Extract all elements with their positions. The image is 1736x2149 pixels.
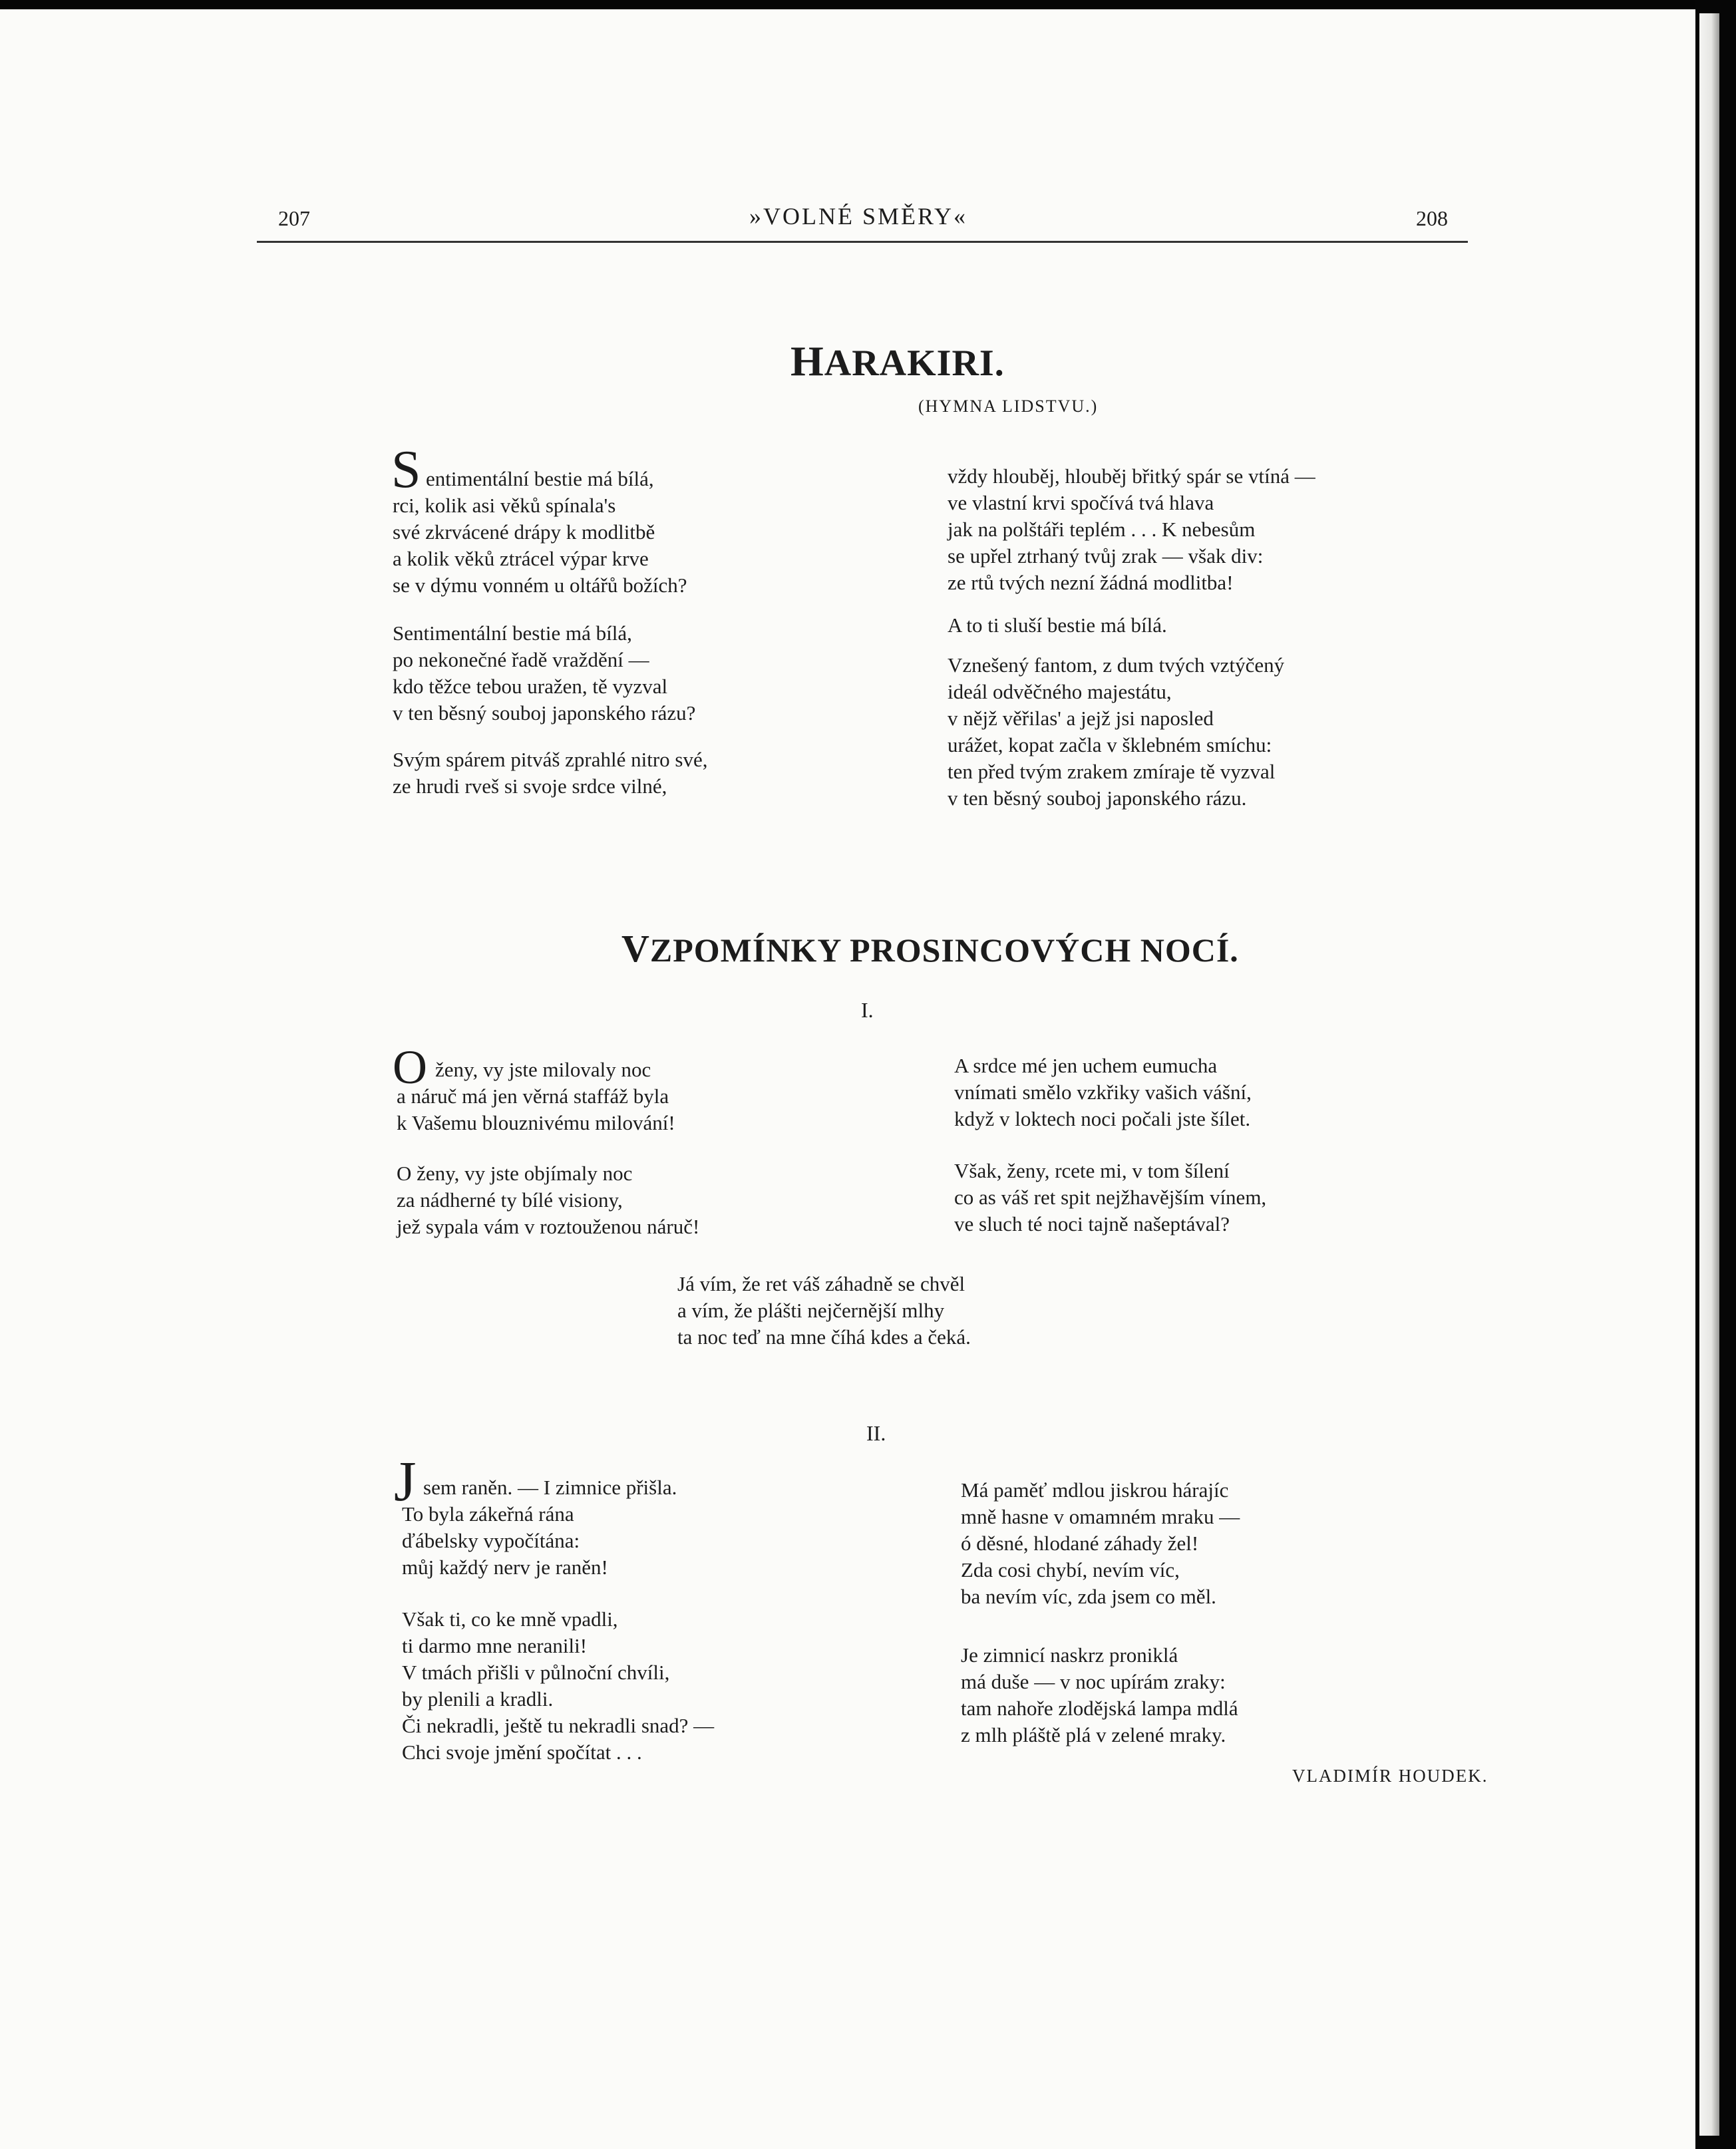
poem-title-vzpominky: VZPOMÍNKY PROSINCOVÝCH NOCÍ. xyxy=(621,927,1239,970)
stanza-vzpominky-8: Je zimnicí naskrz proniklá má duše — v noc upírám zraky: tam nahoře zlodějská lampa mdlá z mlh pláště plá v zelené mraky. xyxy=(961,1643,1238,1746)
stanza-vzpominky-5: To byla zákeřná rána ďábelsky vypočítána: můj každý nerv je raněn! xyxy=(402,1502,608,1579)
stanza-vzpominky-1: a náruč má jen věrná staffáž byla k Vašemu blouznivému milování! xyxy=(397,1084,675,1134)
journal-running-title: »VOLNÉ SMĚRY« xyxy=(749,203,968,230)
stanza-vzpominky-2: O ženy, vy jste objímaly noc za nádherné ty bílé visiony, jež sypala vám v roztouženou náruč! xyxy=(397,1162,700,1238)
stanza-harakiri-2: Sentimentální bestie má bílá, po nekonečné řadě vraždění — kdo těžce tebou uražen, tě vyzval v ten běsný souboj japonského rázu? xyxy=(393,621,696,725)
stanza-harakiri-1: rci, kolik asi věků spínala's své zkrvácené drápy k modlitbě a kolik věků ztrácel výpar krve se v dýmu vonném u oltářů božích? xyxy=(393,494,687,597)
page-number-left: 207 xyxy=(278,206,310,230)
stanza-vzpominky-4: Však, ženy, rcete mi, v tom šílení co as váš ret spit nejžhavějším vínem, ve sluch té noci tajně našeptával? xyxy=(954,1159,1267,1236)
stanza-vzpominky-3: A srdce mé jen uchem eumucha vnímati smělo vzkřiky vašich vášní, když v loktech noci počali jste šílet. xyxy=(954,1054,1252,1130)
part-numeral-1: I. xyxy=(861,998,874,1022)
stanza-harakiri-4: vždy hlouběj, hlouběj břitký spár se vtíná — ve vlastní krvi spočívá tvá hlava jak na polštáři teplém . . . K nebesům se upřel ztrhaný tvůj zrak — však div: ze rtů tvých nezní žádná modlitba! xyxy=(948,464,1315,594)
scan-right-edge xyxy=(1695,0,1736,2149)
drop-cap-o: O xyxy=(393,1041,427,1094)
stanza-vzpominky-1-first: ženy, vy jste milovaly noc xyxy=(435,1058,651,1081)
drop-cap-j: J xyxy=(394,1449,417,1513)
stanza-vzpominky-5-first: sem raněn. — I zimnice přišla. xyxy=(423,1476,677,1499)
stanza-vzpominky-7: Má paměť mdlou jiskrou hárajíc mně hasne v omamném mraku — ó děsné, hlodané záhady žel! Zda cosi chybí, nevím víc, ba nevím víc, zda jsem co měl. xyxy=(961,1478,1240,1608)
stanza-harakiri-5: A to ti sluší bestie má bílá. xyxy=(948,613,1167,637)
poem-title-harakiri: HARAKIRI. xyxy=(790,337,1005,385)
stanza-harakiri-1-first: entimentální bestie má bílá, xyxy=(426,467,654,490)
header-rule xyxy=(257,241,1468,243)
stanza-harakiri-6: Vznešený fantom, z dum tvých vztýčený ideál odvěčného majestátu, v nějž věřilas' a jejž jsi naposled urážet, kopat začla v šklebném smíchu: ten před tvým zrakem zmíraje tě vyzval v ten běsný souboj japonského rázu. xyxy=(948,653,1285,810)
journal-page xyxy=(0,9,1695,2149)
stanza-vzpominky-6: Však ti, co ke mně vpadli, ti darmo mne neranili! V tmách přišli v půlnoční chvíli, by plenili a kradli. Či nekradli, ještě tu nekradli snad? — Chci svoje jmění spočítat . . . xyxy=(402,1607,715,1764)
page-number-right: 208 xyxy=(1416,206,1448,230)
author-signature: VLADIMÍR HOUDEK. xyxy=(1292,1766,1488,1786)
stanza-vzpominky-center: Já vím, že ret váš záhadně se chvěl a vím, že plášti nejčernější mlhy ta noc teď na mne číhá kdes a čeká. xyxy=(677,1272,971,1349)
drop-cap-s: S xyxy=(391,440,421,499)
poem-subtitle: (HYMNA LIDSTVU.) xyxy=(918,397,1099,416)
part-numeral-2: II. xyxy=(866,1421,886,1445)
stanza-harakiri-3: Svým spárem pitváš zprahlé nitro své, ze hrudi rveš si svoje srdce vilné, xyxy=(393,748,708,798)
